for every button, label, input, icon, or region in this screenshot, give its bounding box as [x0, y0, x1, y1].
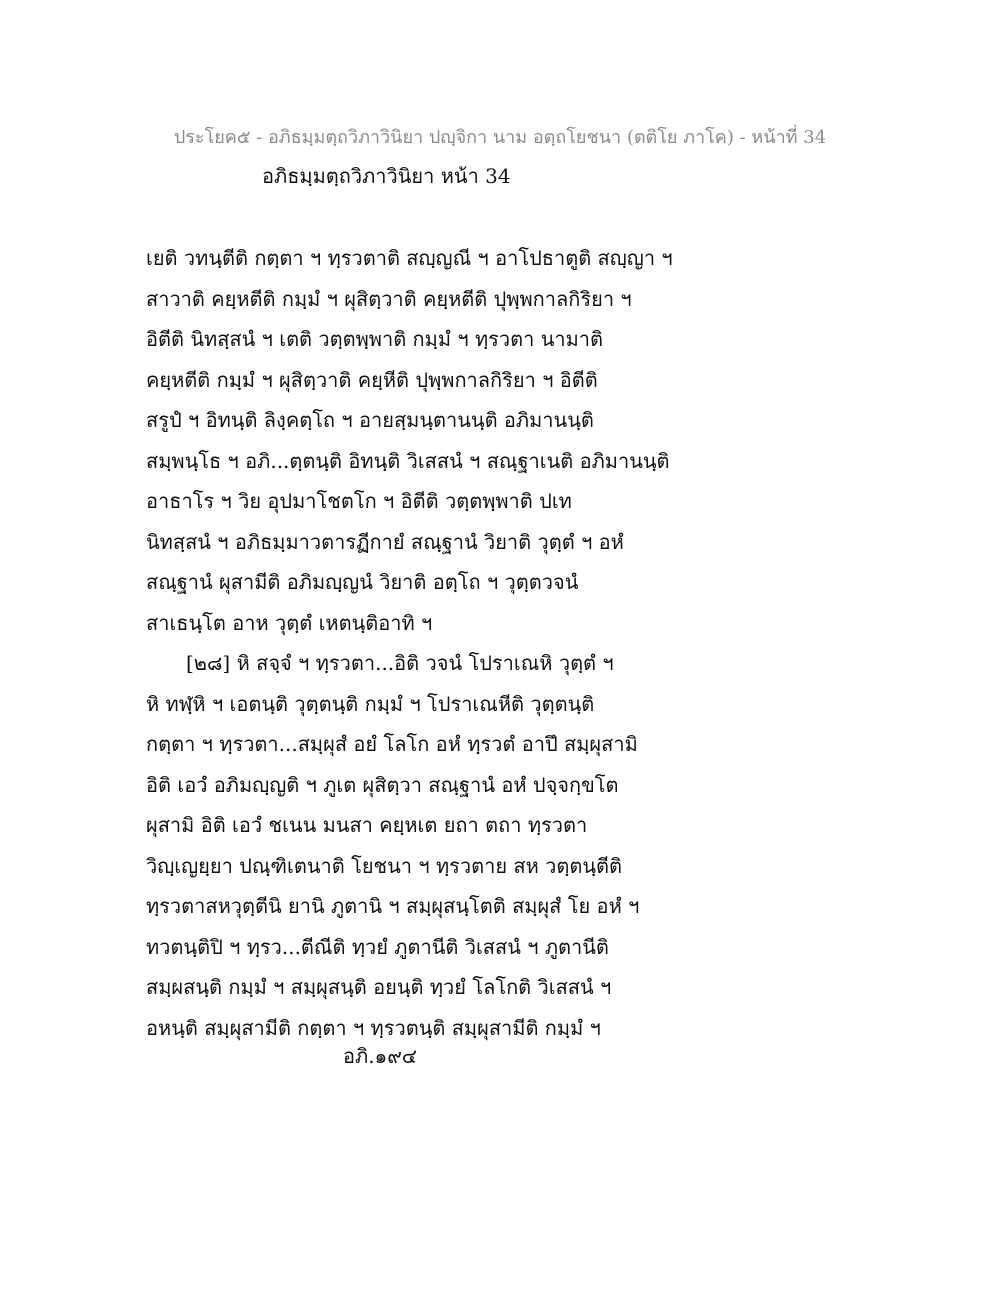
text-line: เยติ วทนฺตีติ กตฺตา ฯ ทฺรวตาติ สญฺญณี ฯ อาโปธาตูติ สญฺญา ฯ: [146, 246, 673, 270]
text-line: อาธาโร ฯ วิย อุปมาโชตโก ฯ อิตีติ วตฺตพฺพาติ ปเท: [146, 489, 572, 513]
text-line: กตฺตา ฯ ทฺรวตา...สมฺผุสํ อยํ โลโก อหํ ทฺรวตํ อาปึ สมฺผุสามิ: [146, 732, 638, 756]
page-title: อภิธมฺมตฺถวิภาวินิยา หน้า 34: [262, 164, 511, 188]
text-line: สณฺฐานํ ผุสามีติ อภิมญฺญนํ วิยาติ อตฺโถ ฯ วุตฺตวจนํ: [146, 570, 579, 594]
text-line: สมฺพนฺโธ ฯ อภิ...ตฺตนฺติ อิทนฺติ วิเสสนํ ฯ สณฺฐาเนติ อภิมานนฺติ: [146, 448, 670, 473]
paragraph-start-line: [๒๘] หิ สจฺจํ ฯ ทฺรวตา...อิติ วจนํ โปราเณหิ วุตฺตํ ฯ: [186, 651, 614, 675]
text-line: อหนฺติ สมฺผุสามีติ กตฺตา ฯ ทฺรวตนฺติ สมฺผุสามีติ กมฺมํ ฯ: [146, 1015, 601, 1040]
page-reference: อภิ.๑๙๔: [343, 1044, 418, 1068]
text-line: อิตีติ นิทสฺสนํ ฯ เตติ วตฺตพฺพาติ กมฺมํ ฯ ทฺรวตา นามาติ: [146, 327, 604, 351]
body-text: [146, 238, 866, 1048]
text-line: อิติ เอวํ อภิมญฺญติ ฯ ภูเต ผุสิตฺวา สณฺฐานํ อหํ ปจฺจกฺขโต: [146, 772, 619, 797]
text-line: สมฺผสนฺติ กมฺมํ ฯ สมฺผุสนฺติ อยนฺติ ทฺวยํ โลโกติ วิเสสนํ ฯ: [146, 975, 612, 999]
text-line: วิญฺเญยฺยา ปณฺฑิเตนาติ โยชนา ฯ ทฺรวตาย สห วตฺตนฺตีติ: [146, 853, 623, 878]
text-line: ทวตนฺติปิ ฯ ทฺรว...ตีณีติ ทฺวยํ ภูตานีติ วิเสสนํ ฯ ภูตานีติ: [146, 934, 609, 959]
text-line: สรูปํ ฯ อิทนฺติ ลิงฺคตฺโถ ฯ อายสฺมนฺตานนฺติ อภิมานนฺติ: [146, 408, 594, 432]
text-line: สาเธนฺโต อาห วุตฺตํ เหตนฺติอาทิ ฯ: [146, 610, 433, 635]
text-line: ผุสามิ อิติ เอวํ ชเนน มนสา คยฺหเต ยถา ตถา ทฺรวตา: [146, 813, 588, 837]
text-line: นิทสฺสนํ ฯ อภิธมฺมาวตารฏีกายํ สณฺฐานํ วิยาติ วุตฺตํ ฯ อหํ: [146, 529, 624, 554]
text-line: คยฺหตีติ กมฺมํ ฯ ผุสิตฺวาติ คยฺหีติ ปุพฺพกาลกิริยา ฯ อิตีติ: [146, 367, 598, 392]
text-line: สาวาติ คยฺหตีติ กมฺมํ ฯ ผุสิตฺวาติ คยฺหตีติ ปุพฺพกาลกิริยา ฯ: [146, 286, 632, 311]
text-line: หิ ทฬฺหิ ฯ เอตนฺติ วุตฺตนฺติ กมฺมํ ฯ โปราเณหีติ วุตฺตนฺติ: [146, 691, 595, 716]
running-header: ประโยค๕ - อภิธมฺมตฺถวิภาวินิยา ปญฺจิกา นาม อตฺถโยชนา (ตติโย ภาโค) - หน้าที่ 34: [173, 127, 827, 148]
text-line: ทฺรวตาสหวุตฺตีนิ ยานิ ภูตานิ ฯ สมฺผุสนฺโตติ สมฺผุสํ โย อหํ ฯ: [146, 894, 640, 918]
